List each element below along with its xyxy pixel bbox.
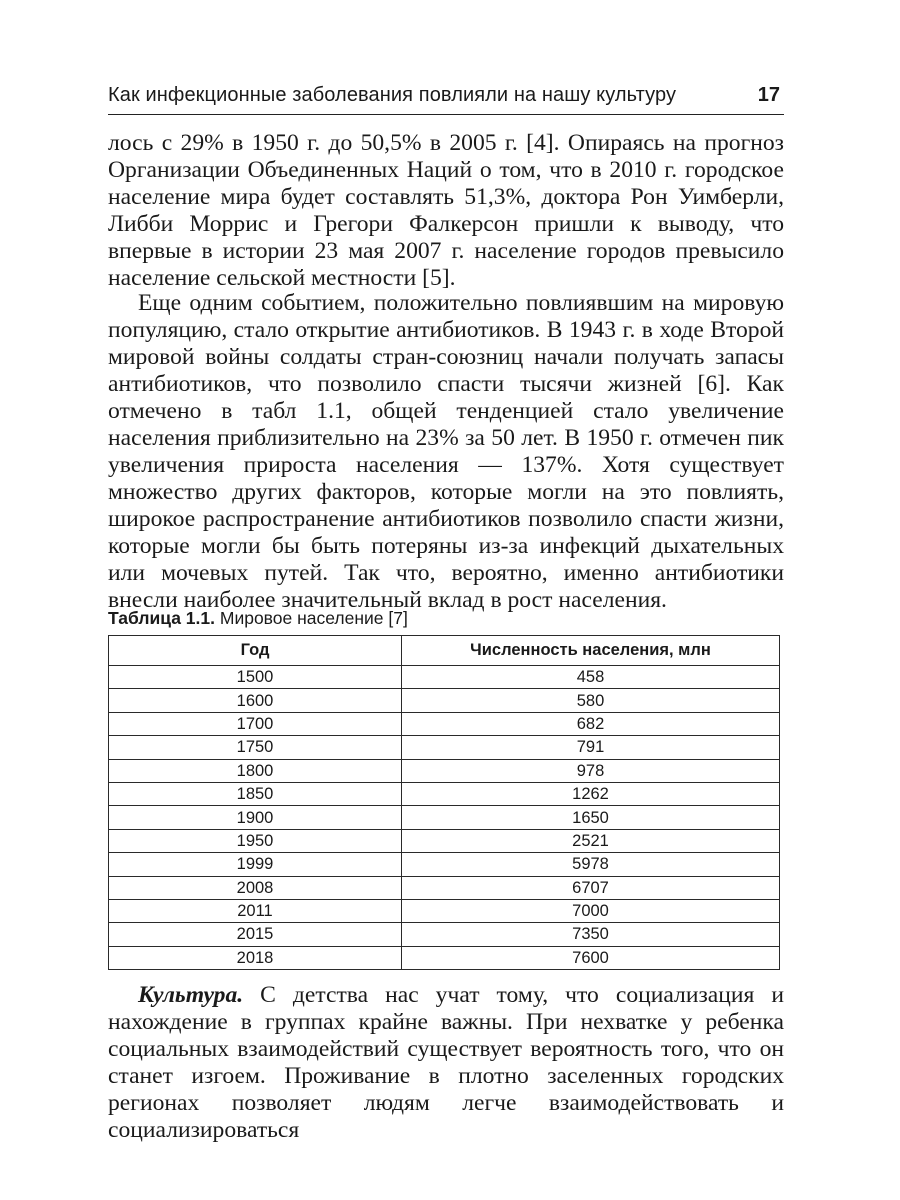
population-cell: 7350	[402, 923, 780, 946]
year-cell: 1999	[109, 853, 402, 876]
year-cell: 1500	[109, 666, 402, 689]
year-cell: 2008	[109, 876, 402, 899]
paragraph-antibiotics: Еще одним событием, положительно повлиявшим на мировую популяцию, стало открытие антибиотиков. В 1943 г. в ходе Второй мировой войны солдаты стран-союзниц начали получать запасы антибиотиков, что позволило спасти тысячи жизней [6]. Как отмечено в табл 1.1, общей тенденцией стало увеличение населения приблизительно на 23% за 50 лет. В 1950 г. отмечен пик увеличения прироста населения — 137%. Хотя существует множество других факторов, которые могли на это повлиять, широкое распространение антибиотиков позволило спасти жизни, которые могли бы быть потеряны из-за инфекций дыхательных или мочевых путей. Так что, вероятно, именно антибиотики внесли наиболее значительный вклад в рост населения.	[108, 290, 784, 613]
population-cell: 2521	[402, 829, 780, 852]
year-cell: 1750	[109, 736, 402, 759]
table-row	[109, 782, 780, 805]
table-row	[109, 899, 780, 922]
table-caption	[108, 608, 408, 629]
year-cell: 2015	[109, 923, 402, 946]
table-row	[109, 946, 780, 969]
paragraph-urbanization: лось с 29% в 1950 г. до 50,5% в 2005 г. [4]. Опираясь на прогноз Организации Объединенных Наций о том, что в 2010 г. городское население мира будет составлять 51,3%, доктора Рон Уимберли, Либби Моррис и Грегори Фалкерсон пришли к выводу, что впервые в истории 23 мая 2007 г. население городов превысило население сельской местности [5].	[108, 130, 784, 291]
table-header-row	[109, 636, 780, 666]
page-number: 17	[757, 84, 780, 106]
culture-text: С детства нас учат тому, что социализация и нахождение в группах крайне важны. При нехватке у ребенка социальных взаимодействий существует вероятность того, что он станет изгоем. Проживание в плотно заселенных городских регионах позволяет людям легче взаимодействовать и социализироваться	[108, 982, 784, 1143]
population-cell: 6707	[402, 876, 780, 899]
table-row	[109, 876, 780, 899]
running-header	[108, 82, 784, 115]
paragraph-culture	[108, 982, 784, 1144]
year-cell: 1850	[109, 782, 402, 805]
population-cell: 7000	[402, 899, 780, 922]
year-cell: 1600	[109, 689, 402, 712]
population-cell: 1262	[402, 782, 780, 805]
population-cell: 7600	[402, 946, 780, 969]
year-cell: 2011	[109, 899, 402, 922]
table-row	[109, 666, 780, 689]
culture-term: Культура.	[138, 982, 244, 1008]
year-cell: 1950	[109, 829, 402, 852]
table-row	[109, 829, 780, 852]
population-cell: 580	[402, 689, 780, 712]
population-cell: 978	[402, 759, 780, 782]
table-row	[109, 923, 780, 946]
table-caption-number: Таблица 1.1.	[108, 608, 215, 628]
table-row	[109, 689, 780, 712]
header-population: Численность населения, млн	[402, 636, 780, 666]
header-year: Год	[109, 636, 402, 666]
table-row	[109, 759, 780, 782]
population-cell: 682	[402, 712, 780, 735]
table-row	[109, 712, 780, 735]
running-title: Как инфекционные заболевания повлияли на нашу культуру	[108, 84, 677, 106]
table-caption-text: Мировое население [7]	[215, 608, 408, 628]
population-cell: 1650	[402, 806, 780, 829]
year-cell: 1800	[109, 759, 402, 782]
population-cell: 458	[402, 666, 780, 689]
table-row	[109, 853, 780, 876]
year-cell: 1900	[109, 806, 402, 829]
year-cell: 1700	[109, 712, 402, 735]
population-cell: 5978	[402, 853, 780, 876]
table-row	[109, 736, 780, 759]
table-row	[109, 806, 780, 829]
population-cell: 791	[402, 736, 780, 759]
population-table	[108, 635, 780, 970]
year-cell: 2018	[109, 946, 402, 969]
